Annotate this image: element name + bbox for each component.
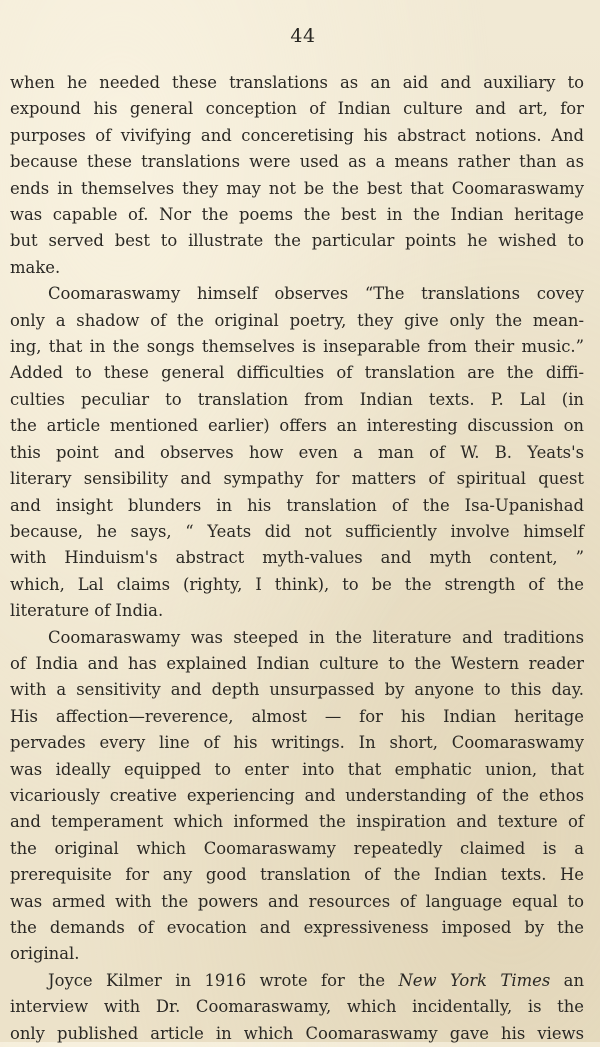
text-run: an <box>550 970 584 990</box>
text-line: was ideally equipped to enter into that emphatic union, that <box>10 759 584 779</box>
text-line: literary sensibility and sympathy for matters of spiritual quest <box>10 469 584 489</box>
text-line: ing, that in the songs themselves is inseparable from their music.” <box>10 337 584 357</box>
text-line <box>10 968 584 994</box>
paragraph-3 <box>10 625 584 968</box>
text-line: Coomaraswamy himself observes “The translations covey <box>48 284 584 304</box>
text-line: with Hinduism's abstract myth-values and myth content, ” <box>10 548 584 568</box>
text-line: only published article in which Coomaraswamy gave his views <box>10 1023 584 1043</box>
text-line: ends in themselves they may not be the best that Coomaraswamy <box>10 178 584 198</box>
text-line: because, he says, “ Yeats did not sufficiently involve himself <box>10 521 584 541</box>
text-line: interview with Dr. Coomaraswamy, which incidentally, is the <box>10 997 584 1017</box>
text-line: was capable of. Nor the poems the best in the Indian heritage <box>10 205 584 225</box>
paragraph-1 <box>10 70 584 281</box>
text-line: when he needed these translations as an aid and auxiliary to <box>10 73 584 92</box>
text-line: pervades every line of his writings. In short, Coomaraswamy <box>10 733 584 753</box>
text-line: the demands of evocation and expressiveness imposed by the <box>10 918 584 937</box>
text-line: vicariously creative experiencing and understanding of the ethos <box>10 785 584 805</box>
paragraph-2 <box>10 281 584 624</box>
text-line: expound his general conception of Indian culture and art, for <box>10 99 584 119</box>
text-line: culties peculiar to translation from Indian texts. P. Lal (in <box>10 389 584 409</box>
text-line: and temperament which informed the inspiration and texture of <box>10 812 584 832</box>
text-line: literature of India. <box>10 601 164 621</box>
text-line: this point and observes how even a man of W. B. Yeats's <box>10 442 584 462</box>
body-text <box>10 70 584 1047</box>
text-line: the original which Coomaraswamy repeatedly claimed is a <box>10 838 584 858</box>
text-line: prerequisite for any good translation of the Indian texts. He <box>10 865 584 885</box>
paragraph-4 <box>10 968 584 1047</box>
page-number: 44 <box>290 25 316 47</box>
text-line: original. <box>10 944 80 964</box>
publication-title: New York Times <box>398 970 551 990</box>
text-line: His affection—reverence, almost — for his Indian heritage <box>10 706 584 726</box>
text-run: Joyce Kilmer in 1916 wrote for the <box>48 970 399 990</box>
text-line: purposes of vivifying and conceretising his abstract notions. And <box>10 125 584 145</box>
text-line: make. <box>10 257 61 277</box>
text-line: which, Lal claims (righty, I think), to be the strength of the <box>10 574 584 594</box>
text-line: only a shadow of the original poetry, they give only the mean- <box>10 310 584 330</box>
text-line: Coomaraswamy was steeped in the literature and traditions <box>48 627 584 647</box>
text-line: because these translations were used as a means rather than as <box>10 152 584 172</box>
text-line: of India and has explained Indian culture to the Western reader <box>10 653 584 673</box>
text-line: the article mentioned earlier) offers an interesting discussion on <box>10 416 584 436</box>
text-line: but served best to illustrate the particular points he wished to <box>10 231 584 251</box>
text-line: with a sensitivity and depth unsurpassed by anyone to this day. <box>10 680 584 700</box>
text-line: Added to these general difficulties of translation are the diffi- <box>10 363 584 383</box>
text-line: and insight blunders in his translation of the Isa-Upanishad <box>10 495 584 515</box>
text-line: was armed with the powers and resources of language equal to <box>10 891 584 911</box>
